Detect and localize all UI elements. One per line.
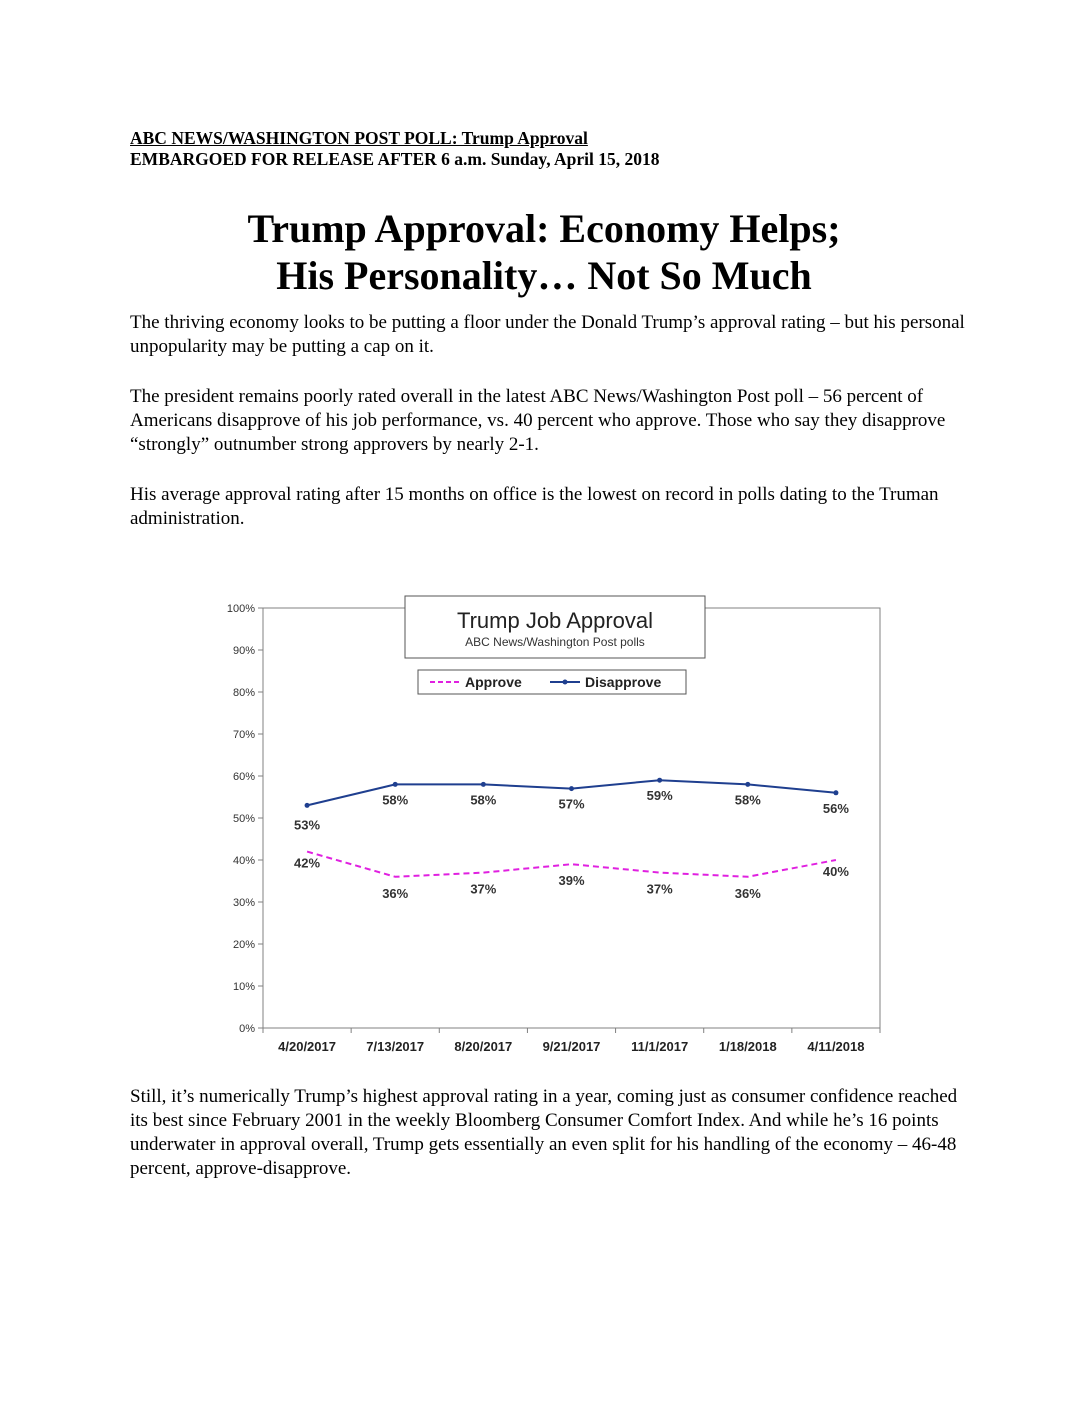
chart-title: Trump Job Approval: [456, 608, 654, 633]
document-header: [130, 128, 980, 170]
legend-label-disapprove: Disapprove: [585, 674, 662, 690]
x-tick-label: 11/1/2017: [631, 1039, 689, 1054]
data-point-disapprove: [481, 782, 486, 787]
approval-line-chart: [200, 590, 890, 1065]
data-label-disapprove: 58%: [470, 792, 497, 808]
y-tick-label: 90%: [232, 645, 255, 657]
legend-label-approve: Approve: [465, 674, 522, 690]
data-label-disapprove: 57%: [558, 796, 585, 812]
data-label-disapprove: 53%: [294, 817, 321, 833]
y-tick-label: 10%: [232, 981, 255, 993]
x-tick-label: 7/13/2017: [366, 1039, 425, 1054]
data-point-disapprove: [569, 786, 574, 791]
x-tick-label: 4/20/2017: [278, 1039, 336, 1054]
y-tick-label: 0%: [239, 1023, 255, 1035]
data-label-approve: 39%: [558, 873, 585, 889]
y-tick-label: 60%: [232, 771, 255, 783]
data-point-disapprove: [833, 790, 838, 795]
article-title: [0, 205, 1088, 299]
y-tick-label: 30%: [232, 897, 255, 909]
data-label-approve: 36%: [382, 885, 409, 901]
header-poll-title: ABC NEWS/WASHINGTON POST POLL: Trump Approval: [130, 128, 588, 148]
data-point-disapprove: [657, 778, 662, 783]
y-tick-label: 100%: [226, 603, 255, 615]
data-label-disapprove: 58%: [734, 792, 761, 808]
data-label-disapprove: 56%: [822, 800, 849, 816]
paragraph-4: Still, it’s numerically Trump’s highest approval rating in a year, coming just as consumer confidence reached its best since February 2001 in the weekly Bloomberg Consumer Comfort Index. And while he’s 16 points underwater in approval overall, Trump gets essentially an even split for his handling of the economy – 46-48 percent, approve-disapprove.: [130, 1086, 958, 1179]
data-point-disapprove: [393, 782, 398, 787]
data-label-approve: 42%: [294, 855, 321, 871]
x-tick-label: 1/18/2018: [718, 1039, 777, 1054]
data-point-disapprove: [305, 803, 310, 808]
data-label-approve: 40%: [822, 864, 849, 879]
title-line-1: Trump Approval: Economy Helps;: [247, 206, 841, 251]
chart-subtitle: ABC News/Washington Post polls: [465, 635, 645, 649]
data-label-disapprove: 59%: [646, 788, 673, 804]
y-tick-label: 50%: [232, 813, 255, 825]
header-embargo-line: EMBARGOED FOR RELEASE AFTER 6 a.m. Sunday, April 15, 2018: [130, 149, 660, 169]
data-point-disapprove: [745, 782, 750, 787]
y-tick-label: 40%: [232, 855, 255, 867]
y-tick-label: 20%: [232, 939, 255, 951]
x-tick-label: 4/11/2018: [807, 1039, 865, 1054]
legend-marker-disapprove: [563, 680, 568, 685]
data-label-approve: 37%: [646, 881, 673, 897]
data-label-approve: 37%: [470, 881, 497, 897]
data-label-approve: 36%: [734, 885, 761, 901]
paragraph-2: The president remains poorly rated overall in the latest ABC News/Washington Post poll – 56 percent of Americans disapprove of his job performance, vs. 40 percent who approve. Those who say they disapprove “strongly” outnumber strong approvers by nearly 2-1.: [130, 386, 946, 455]
data-label-disapprove: 58%: [382, 792, 409, 808]
paragraph-3: His average approval rating after 15 months on office is the lowest on record in polls dating to the Truman administration.: [130, 484, 939, 529]
paragraph-1: The thriving economy looks to be putting a floor under the Donald Trump’s approval rating – but his personal unpopularity may be putting a cap on it.: [130, 312, 965, 357]
x-tick-label: 9/21/2017: [542, 1039, 601, 1054]
y-tick-label: 80%: [232, 687, 255, 699]
x-tick-label: 8/20/2017: [454, 1039, 513, 1054]
y-tick-label: 70%: [232, 729, 255, 741]
title-line-2: His Personality… Not So Much: [276, 253, 812, 298]
